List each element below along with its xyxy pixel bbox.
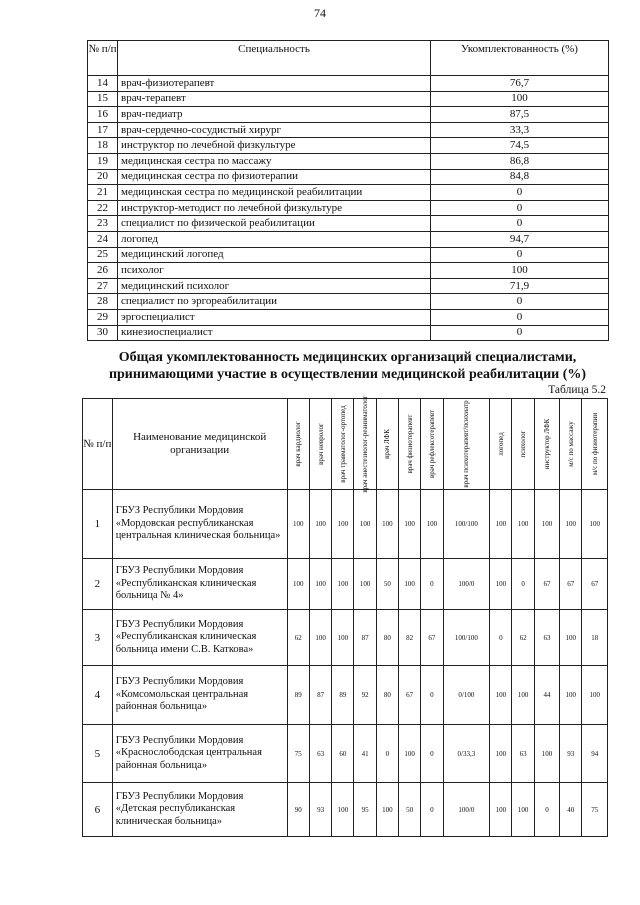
row-number: 29 bbox=[88, 309, 118, 325]
row-number: 17 bbox=[88, 122, 118, 138]
staffing-value: 50 bbox=[399, 783, 421, 837]
table-header-row bbox=[83, 399, 608, 490]
staffing-value: 94,7 bbox=[431, 231, 609, 247]
specialty-name: логопед bbox=[118, 231, 431, 247]
table-row bbox=[83, 666, 608, 725]
table-row bbox=[88, 325, 609, 341]
column-header-label: врач травматолог-ортопед bbox=[338, 405, 347, 483]
staffing-value: 100 bbox=[309, 610, 331, 666]
column-header-label: врач физиотерапевт bbox=[405, 414, 414, 474]
column-header-label: врач анестезиолог-реаниматолог bbox=[361, 395, 370, 493]
staffing-value: 92 bbox=[354, 666, 376, 725]
specialty-name: медицинский логопед bbox=[118, 247, 431, 263]
column-header-label: м/с по физиотерапии bbox=[590, 412, 599, 476]
table-row bbox=[88, 278, 609, 294]
section-title: Общая укомплектованность медицинских организаций специалистами, принимающими участие в осуществлении медицинской реабилитации (%) bbox=[108, 350, 587, 382]
staffing-value: 100/100 bbox=[443, 490, 490, 559]
staffing-value: 0 bbox=[431, 309, 609, 325]
staffing-value: 0/100 bbox=[443, 666, 490, 725]
staffing-value: 100 bbox=[431, 91, 609, 107]
staffing-value: 100 bbox=[582, 490, 608, 559]
table-row bbox=[88, 200, 609, 216]
row-number: 21 bbox=[88, 185, 118, 201]
staffing-value: 100 bbox=[332, 490, 354, 559]
header-specialty: Специальность bbox=[118, 41, 431, 76]
row-number: 1 bbox=[83, 490, 113, 559]
staffing-value: 86,8 bbox=[431, 153, 609, 169]
row-number: 3 bbox=[83, 610, 113, 666]
page-number: 74 bbox=[314, 6, 326, 20]
specialty-name: специалист по физической реабилитации bbox=[118, 216, 431, 232]
staffing-value: 100 bbox=[376, 783, 398, 837]
staffing-value: 0 bbox=[490, 610, 512, 666]
organization-name: ГБУЗ Республики Мордовия «Республиканская клиническая больница имени С.В. Каткова» bbox=[112, 610, 287, 666]
table-row bbox=[88, 91, 609, 107]
staffing-value: 100 bbox=[332, 610, 354, 666]
column-header-label: психолог bbox=[519, 430, 528, 458]
row-number: 14 bbox=[88, 76, 118, 92]
table-row bbox=[88, 185, 609, 201]
table-row bbox=[88, 169, 609, 185]
header-organization: Наименование медицинской организации bbox=[112, 399, 287, 490]
table-row bbox=[83, 559, 608, 610]
staffing-value: 40 bbox=[560, 783, 582, 837]
staffing-value: 0 bbox=[431, 185, 609, 201]
row-number: 6 bbox=[83, 783, 113, 837]
staffing-value: 100 bbox=[309, 559, 331, 610]
row-number: 25 bbox=[88, 247, 118, 263]
row-number: 30 bbox=[88, 325, 118, 341]
staffing-value: 80 bbox=[376, 666, 398, 725]
staffing-value: 0 bbox=[431, 247, 609, 263]
row-number: 4 bbox=[83, 666, 113, 725]
specialty-name: кинезиоспециалист bbox=[118, 325, 431, 341]
staffing-value: 18 bbox=[582, 610, 608, 666]
staffing-value: 67 bbox=[534, 559, 559, 610]
staffing-value: 75 bbox=[287, 725, 309, 783]
staffing-value: 50 bbox=[376, 559, 398, 610]
staffing-value: 100/0 bbox=[443, 783, 490, 837]
table-header-row bbox=[88, 41, 609, 76]
staffing-value: 0 bbox=[431, 216, 609, 232]
staffing-value: 100/0 bbox=[443, 559, 490, 610]
staffing-value: 100 bbox=[534, 490, 559, 559]
table-row bbox=[88, 153, 609, 169]
column-header bbox=[354, 395, 376, 493]
staffing-value: 84,8 bbox=[431, 169, 609, 185]
staffing-value: 100 bbox=[490, 559, 512, 610]
staffing-value: 100 bbox=[354, 559, 376, 610]
row-number: 16 bbox=[88, 107, 118, 123]
staffing-value: 100 bbox=[399, 490, 421, 559]
organization-table-body bbox=[83, 490, 608, 837]
staffing-value: 87 bbox=[354, 610, 376, 666]
header-number: № п/п bbox=[88, 41, 118, 76]
staffing-value: 0 bbox=[376, 725, 398, 783]
specialty-name: психолог bbox=[118, 263, 431, 279]
column-header-label: врач психотерапевт/психиатр bbox=[462, 400, 471, 488]
specialty-name: медицинская сестра по медицинской реабилитации bbox=[118, 185, 431, 201]
staffing-value: 63 bbox=[512, 725, 534, 783]
staffing-value: 100 bbox=[287, 490, 309, 559]
staffing-value: 67 bbox=[582, 559, 608, 610]
staffing-value: 100 bbox=[332, 559, 354, 610]
staffing-value: 0 bbox=[421, 559, 443, 610]
specialty-name: врач-терапевт bbox=[118, 91, 431, 107]
staffing-value: 63 bbox=[309, 725, 331, 783]
table-row bbox=[83, 783, 608, 837]
column-header bbox=[421, 399, 443, 490]
row-number: 27 bbox=[88, 278, 118, 294]
staffing-value: 100 bbox=[332, 783, 354, 837]
staffing-value: 0/33,3 bbox=[443, 725, 490, 783]
table-label: Таблица 5.2 bbox=[548, 384, 606, 396]
staffing-value: 100 bbox=[309, 490, 331, 559]
staffing-value: 0 bbox=[421, 725, 443, 783]
specialty-name: специалист по эргореабилитации bbox=[118, 294, 431, 310]
staffing-value: 100 bbox=[399, 559, 421, 610]
column-header-label: логопед bbox=[496, 432, 505, 456]
organization-name: ГБУЗ Республики Мордовия «Мордовская республиканская центральная клиническая больница» bbox=[112, 490, 287, 559]
header-staffing: Укомплектованность (%) bbox=[431, 41, 609, 76]
staffing-value: 33,3 bbox=[431, 122, 609, 138]
staffing-value: 87,5 bbox=[431, 107, 609, 123]
staffing-value: 100 bbox=[490, 666, 512, 725]
table-row bbox=[88, 138, 609, 154]
staffing-value: 0 bbox=[431, 294, 609, 310]
staffing-value: 62 bbox=[287, 610, 309, 666]
column-header-label: инструктор ЛФК bbox=[542, 418, 551, 470]
row-number: 24 bbox=[88, 231, 118, 247]
column-header-label: врач невролог bbox=[316, 423, 325, 465]
row-number: 22 bbox=[88, 200, 118, 216]
staffing-value: 94 bbox=[582, 725, 608, 783]
staffing-value: 100 bbox=[490, 783, 512, 837]
row-number: 18 bbox=[88, 138, 118, 154]
organization-name: ГБУЗ Республики Мордовия «Комсомольская центральная районная больница» bbox=[112, 666, 287, 725]
column-header bbox=[309, 399, 331, 490]
staffing-value: 82 bbox=[399, 610, 421, 666]
staffing-value: 0 bbox=[421, 666, 443, 725]
column-header bbox=[376, 399, 398, 490]
table-row bbox=[83, 725, 608, 783]
column-header bbox=[560, 399, 582, 490]
table-row bbox=[88, 107, 609, 123]
table-row bbox=[88, 309, 609, 325]
staffing-value: 100 bbox=[421, 490, 443, 559]
staffing-value: 89 bbox=[287, 666, 309, 725]
staffing-value: 76,7 bbox=[431, 76, 609, 92]
staffing-value: 0 bbox=[534, 783, 559, 837]
staffing-value: 100/100 bbox=[443, 610, 490, 666]
table-row bbox=[88, 122, 609, 138]
specialty-name: врач-физиотерапевт bbox=[118, 76, 431, 92]
staffing-value: 0 bbox=[431, 200, 609, 216]
specialty-name: инструктор по лечебной физкультуре bbox=[118, 138, 431, 154]
row-number: 28 bbox=[88, 294, 118, 310]
organization-name: ГБУЗ Республики Мордовия «Республиканская клиническая больница № 4» bbox=[112, 559, 287, 610]
column-header bbox=[399, 399, 421, 490]
row-number: 15 bbox=[88, 91, 118, 107]
specialty-staffing-table bbox=[87, 40, 609, 341]
staffing-value: 89 bbox=[332, 666, 354, 725]
column-header bbox=[534, 399, 559, 490]
staffing-value: 100 bbox=[560, 666, 582, 725]
staffing-value: 60 bbox=[332, 725, 354, 783]
staffing-value: 63 bbox=[534, 610, 559, 666]
table-row bbox=[88, 294, 609, 310]
staffing-value: 44 bbox=[534, 666, 559, 725]
row-number: 5 bbox=[83, 725, 113, 783]
column-header bbox=[443, 399, 490, 490]
staffing-value: 100 bbox=[354, 490, 376, 559]
staffing-value: 100 bbox=[287, 559, 309, 610]
staffing-value: 100 bbox=[399, 725, 421, 783]
staffing-value: 100 bbox=[560, 610, 582, 666]
column-header bbox=[490, 399, 512, 490]
table-row bbox=[88, 263, 609, 279]
row-number: 23 bbox=[88, 216, 118, 232]
specialty-name: эргоспециалист bbox=[118, 309, 431, 325]
row-number: 2 bbox=[83, 559, 113, 610]
staffing-value: 100 bbox=[560, 490, 582, 559]
organization-name: ГБУЗ Республики Мордовия «Детская республиканская клиническая больница» bbox=[112, 783, 287, 837]
staffing-value: 87 bbox=[309, 666, 331, 725]
staffing-value: 80 bbox=[376, 610, 398, 666]
staffing-value: 100 bbox=[534, 725, 559, 783]
staffing-value: 100 bbox=[376, 490, 398, 559]
specialty-name: врач-сердечно-сосудистый хирург bbox=[118, 122, 431, 138]
specialty-name: медицинская сестра по массажу bbox=[118, 153, 431, 169]
column-header-label: врач кардиолог bbox=[294, 421, 303, 467]
table-row bbox=[88, 76, 609, 92]
column-header bbox=[582, 399, 608, 490]
staffing-value: 71,9 bbox=[431, 278, 609, 294]
specialty-table-body bbox=[88, 76, 609, 341]
staffing-value: 75 bbox=[582, 783, 608, 837]
row-number: 19 bbox=[88, 153, 118, 169]
staffing-value: 100 bbox=[431, 263, 609, 279]
specialty-name: медицинский психолог bbox=[118, 278, 431, 294]
specialty-name: врач-педиатр bbox=[118, 107, 431, 123]
staffing-value: 41 bbox=[354, 725, 376, 783]
table-row bbox=[88, 247, 609, 263]
staffing-value: 0 bbox=[431, 325, 609, 341]
table-row bbox=[83, 610, 608, 666]
column-header bbox=[287, 399, 309, 490]
staffing-value: 95 bbox=[354, 783, 376, 837]
column-header bbox=[332, 399, 354, 490]
staffing-value: 0 bbox=[512, 559, 534, 610]
staffing-value: 93 bbox=[309, 783, 331, 837]
organization-staffing-table bbox=[82, 395, 608, 837]
column-header-label: м/с по массажу bbox=[566, 421, 575, 467]
staffing-value: 67 bbox=[421, 610, 443, 666]
table-row bbox=[88, 231, 609, 247]
specialty-name: медицинская сестра по физиотерапии bbox=[118, 169, 431, 185]
staffing-value: 74,5 bbox=[431, 138, 609, 154]
staffing-value: 93 bbox=[560, 725, 582, 783]
staffing-value: 100 bbox=[512, 666, 534, 725]
staffing-value: 100 bbox=[582, 666, 608, 725]
staffing-value: 100 bbox=[512, 783, 534, 837]
staffing-value: 100 bbox=[490, 725, 512, 783]
staffing-value: 100 bbox=[512, 490, 534, 559]
table-row bbox=[88, 216, 609, 232]
row-number: 26 bbox=[88, 263, 118, 279]
column-header-label: врач рефлексотерапевт bbox=[427, 409, 436, 479]
staffing-value: 0 bbox=[421, 783, 443, 837]
staffing-value: 100 bbox=[490, 490, 512, 559]
specialty-name: инструктор-методист по лечебной физкультуре bbox=[118, 200, 431, 216]
header-number: № п/п bbox=[83, 399, 113, 490]
staffing-value: 67 bbox=[560, 559, 582, 610]
column-header bbox=[512, 399, 534, 490]
staffing-value: 67 bbox=[399, 666, 421, 725]
staffing-value: 90 bbox=[287, 783, 309, 837]
staffing-value: 62 bbox=[512, 610, 534, 666]
organization-name: ГБУЗ Республики Мордовия «Краснослободская центральная районная больница» bbox=[112, 725, 287, 783]
column-header-label: врач ЛФК bbox=[383, 429, 392, 459]
table-row bbox=[83, 490, 608, 559]
row-number: 20 bbox=[88, 169, 118, 185]
